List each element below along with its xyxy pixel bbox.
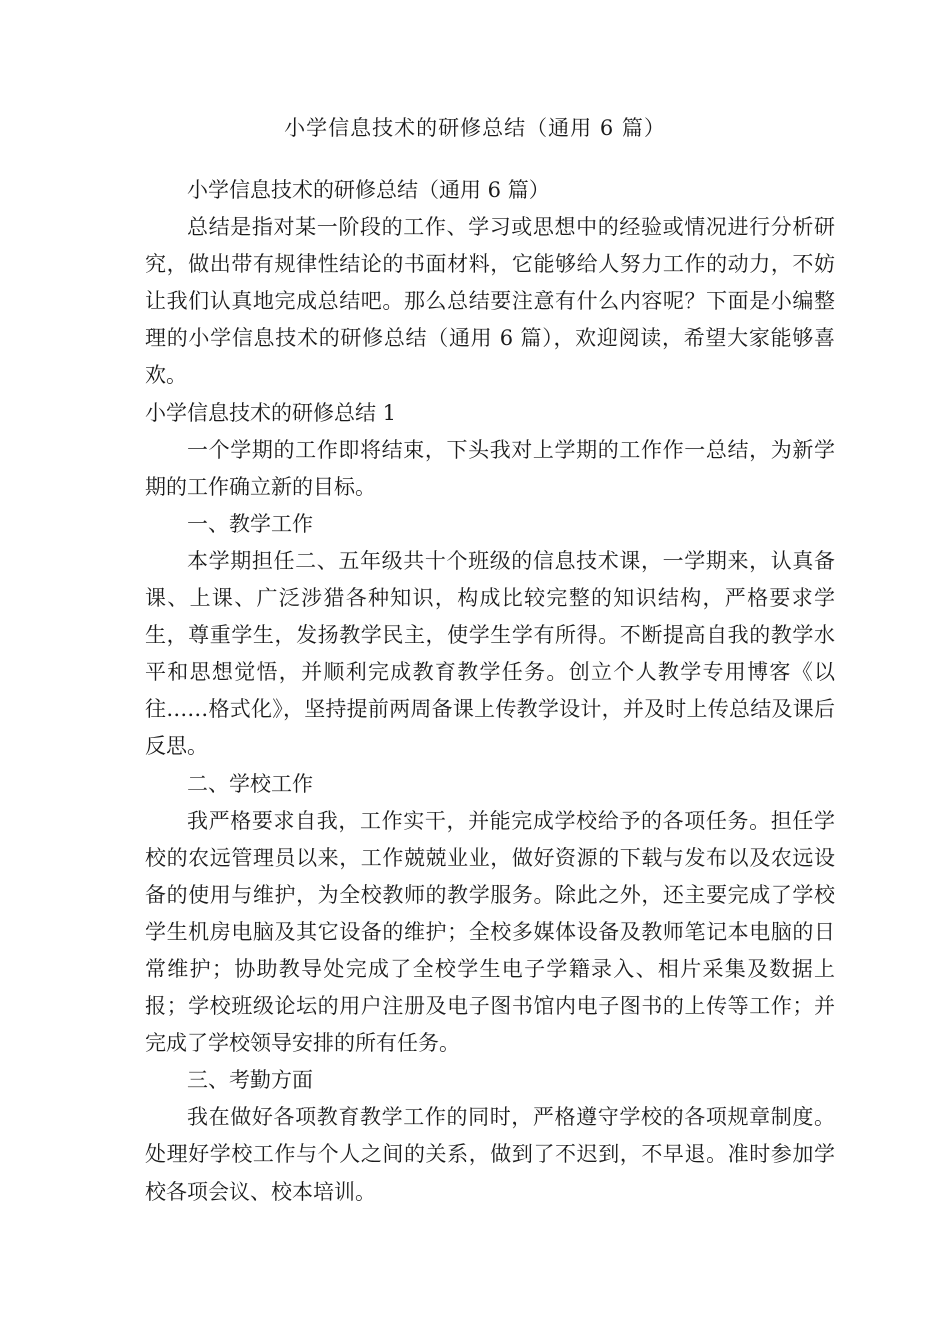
subheading-school: 二、学校工作 [187, 771, 313, 796]
teaching-paragraph: 本学期担任二、五年级共十个班级的信息技术课，一学期来，认真备课、上课、广泛涉猎各种知识，构成比较完整的知识结构，严格要求学生，尊重学生，发扬教学民主，使学生学有所得。不断提高自我的教学水平和思想觉悟，并顺利完成教育教学任务。创立个人教学专用博客《以往……格式化》，坚持提前两周备课上传教学设计，并及时上传总结及课后反思。 [145, 548, 835, 759]
section-heading: 小学信息技术的研修总结 1 [145, 400, 397, 425]
subheading-teaching: 一、教学工作 [187, 511, 313, 536]
intro-paragraph: 总结是指对某一阶段的工作、学习或思想中的经验或情况进行分析研究，做出带有规律性结论的书面材料，它能够给人努力工作的动力，不妨让我们认真地完成总结吧。那么总结要注意有什么内容呢？下面是小编整理的小学信息技术的研修总结（通用 6 篇），欢迎阅读，希望大家能够喜欢。 [145, 215, 835, 388]
subtitle-paragraph: 小学信息技术的研修总结（通用 6 篇） [187, 178, 550, 202]
attendance-paragraph: 我在做好各项教育教学工作的同时，严格遵守学校的各项规章制度。处理好学校工作与个人之间的关系，做到了不迟到，不早退。准时参加学校各项会议、校本培训。 [145, 1105, 835, 1204]
subheading-attendance: 三、考勤方面 [187, 1068, 313, 1093]
document-body [145, 172, 835, 1211]
school-paragraph: 我严格要求自我，工作实干，并能完成学校给予的各项任务。担任学校的农远管理员以来，工作兢兢业业，做好资源的下载与发布以及农远设备的使用与维护，为全校教师的教学服务。除此之外，还主要完成了学校学生机房电脑及其它设备的维护；全校多媒体设备及教师笔记本电脑的日常维护；协助教导处完成了全校学生电子学籍录入、相片采集及数据上报；学校班级论坛的用户注册及电子图书馆内电子图书的上传等工作；并完成了学校领导安排的所有任务。 [145, 808, 835, 1056]
opening-paragraph: 一个学期的工作即将结束，下头我对上学期的工作作一总结，为新学期的工作确立新的目标。 [145, 437, 835, 499]
document-title: 小学信息技术的研修总结（通用 6 篇） [284, 116, 666, 140]
